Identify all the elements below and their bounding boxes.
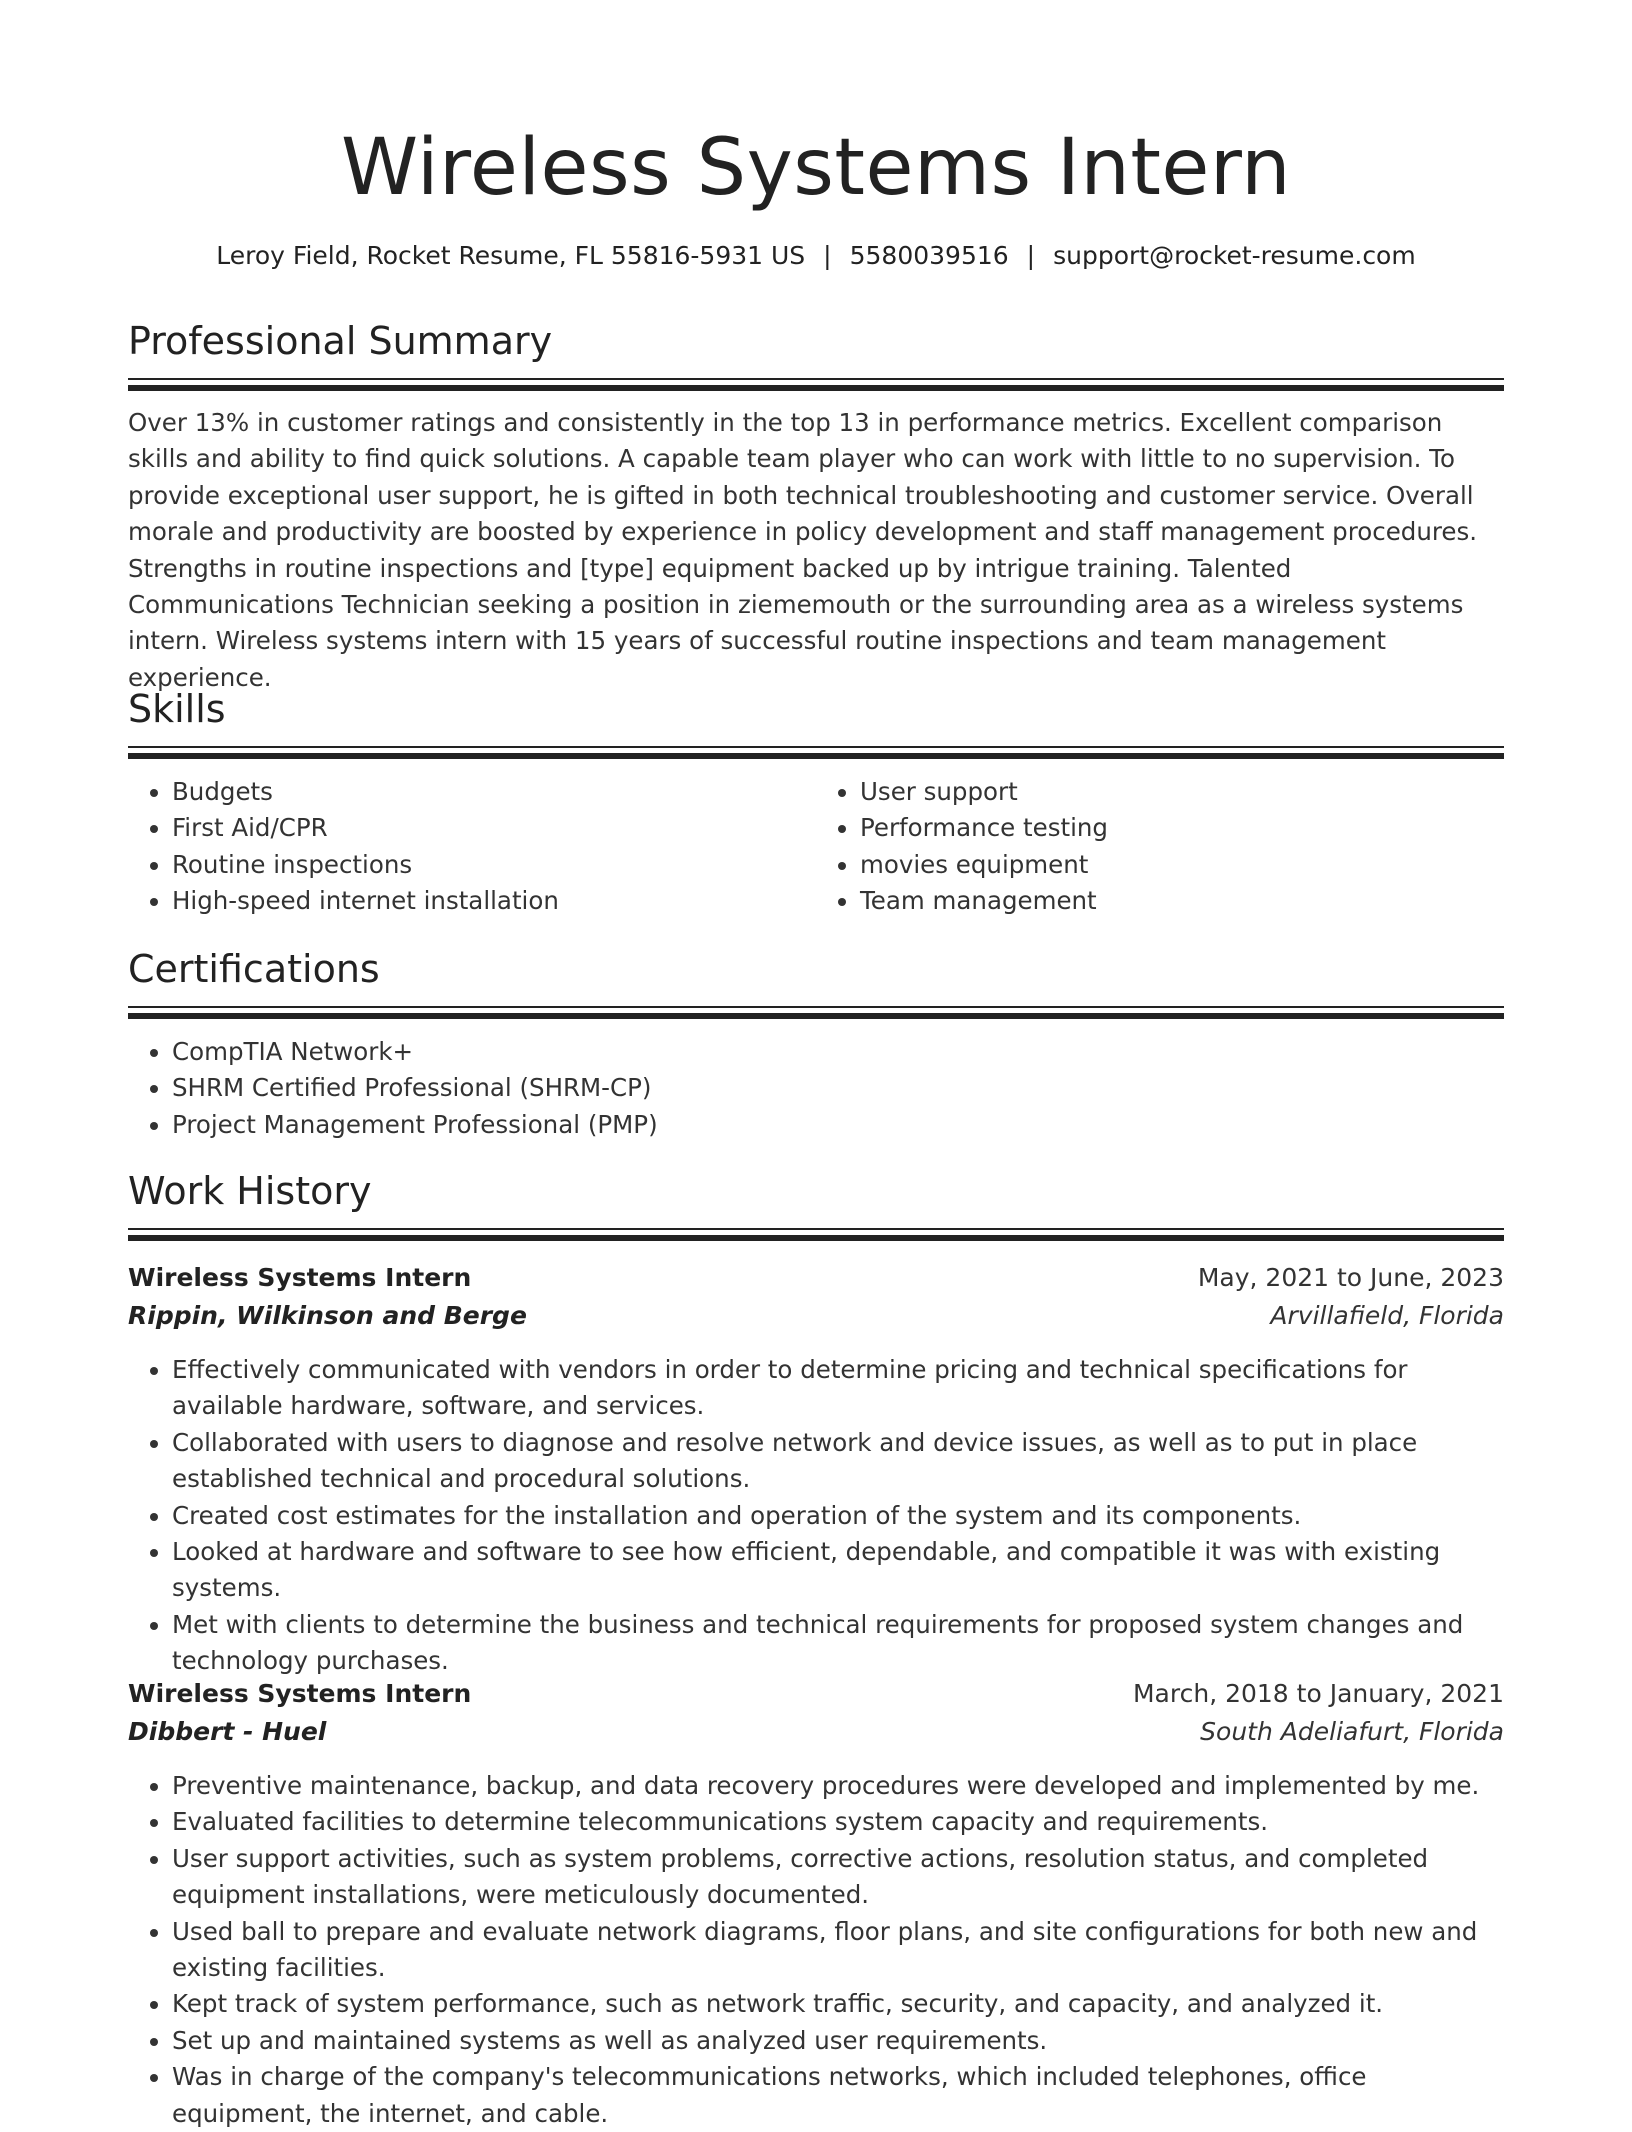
job-bullet: • Evaluated facilities to determine telecommunications system capacity and requirements. [172, 1804, 1504, 1840]
job-bullet: • Set up and maintained systems as well as analyzed user requirements. [172, 2023, 1504, 2059]
section-divider [128, 1006, 1504, 1020]
job-bullet: • Preventive maintenance, backup, and data recovery procedures were developed and implemented by me. [172, 1768, 1504, 1804]
skill-item: • High-speed internet installation [172, 883, 816, 919]
job-responsibilities [128, 1352, 1504, 1680]
skill-item: • movies equipment [860, 847, 1504, 883]
job-subheader [128, 1297, 1504, 1335]
skills-right-column [816, 774, 1504, 920]
job-title: Wireless Systems Intern [128, 1679, 472, 1708]
skills-list [128, 774, 1504, 920]
certification-item: • Project Management Professional (PMP) [172, 1107, 1504, 1143]
certification-item: • CompTIA Network+ [172, 1034, 1504, 1070]
contact-separator: | [1026, 241, 1036, 270]
skill-item: • User support [860, 774, 1504, 810]
job-company: Dibbert - Huel [128, 1717, 327, 1746]
resume-title: Wireless Systems Intern [340, 123, 1292, 213]
section-divider [128, 378, 1504, 392]
job-bullet: • Looked at hardware and software to see how efficient, dependable, and compatible it was with existing systems. [172, 1534, 1504, 1607]
job-bullet: • Used ball to prepare and evaluate network diagrams, floor plans, and site configurations for both new and existing facilities. [172, 1914, 1504, 1987]
skill-item: • Routine inspections [172, 847, 816, 883]
job-header [128, 1259, 1504, 1297]
job-company: Rippin, Wilkinson and Berge [128, 1301, 527, 1330]
job-responsibilities [128, 1768, 1504, 2132]
skill-item: • Budgets [172, 774, 816, 810]
skills-left-column [128, 774, 816, 920]
job-subheader [128, 1713, 1504, 1751]
contact-email: support@rocket-resume.com [1053, 241, 1416, 270]
work-history-heading: Work History [128, 1169, 372, 1213]
job-location: South Adeliafurt, Florida [1200, 1717, 1504, 1746]
job-bullet: • Was in charge of the company's telecommunications networks, which included telephones, office equipment, the internet, and cable. [172, 2059, 1504, 2132]
job-title: Wireless Systems Intern [128, 1263, 472, 1292]
summary-heading: Professional Summary [128, 319, 553, 363]
skill-item: • Performance testing [860, 810, 1504, 846]
job-bullet: • Met with clients to determine the business and technical requirements for proposed system changes and technology purchases. [172, 1607, 1504, 1680]
contact-phone: 5580039516 [849, 241, 1009, 270]
job-location: Arvillafield, Florida [1270, 1301, 1504, 1330]
job-bullet: • Effectively communicated with vendors in order to determine pricing and technical specifications for available hardware, software, and services. [172, 1352, 1504, 1425]
contact-address: Leroy Field, Rocket Resume, FL 55816-5931 US [216, 241, 806, 270]
skills-heading: Skills [128, 687, 226, 731]
contact-separator: | [823, 241, 832, 270]
job-bullet: • Collaborated with users to diagnose and resolve network and device issues, as well as to put in place established technical and procedural solutions. [172, 1425, 1504, 1498]
certification-item: • SHRM Certified Professional (SHRM-CP) [172, 1070, 1504, 1106]
skill-item: • First Aid/CPR [172, 810, 816, 846]
certifications-list [128, 1034, 1504, 1143]
job-dates: May, 2021 to June, 2023 [1197, 1263, 1504, 1292]
job-bullet: • Created cost estimates for the installation and operation of the system and its components. [172, 1498, 1504, 1534]
job-header [128, 1675, 1504, 1713]
job-bullet: • Kept track of system performance, such as network traffic, security, and capacity, and analyzed it. [172, 1986, 1504, 2022]
job-dates: March, 2018 to January, 2021 [1132, 1679, 1504, 1708]
section-divider [128, 1228, 1504, 1242]
section-divider [128, 746, 1504, 760]
summary-text: Over 13% in customer ratings and consistently in the top 13 in performance metrics. Excellent comparison skills and ability to find quick solutions. A capable team player who can work with little to no supervision. To provide exceptional user support, he is gifted in both technical troubleshooting and customer service. Overall morale and productivity are boosted by experience in policy development and staff management procedures. Strengths in routine inspections and [type] equipment backed up by intrigue training. Talented Communications Technician seeking a position in ziememouth or the surrounding area as a wireless systems intern. Wireless systems intern with 15 years of successful routine inspections and team management experience. [128, 408, 1478, 692]
skill-item: • Team management [860, 883, 1504, 919]
certifications-heading: Certifications [128, 947, 380, 991]
job-bullet: • User support activities, such as system problems, corrective actions, resolution status, and completed equipment installations, were meticulously documented. [172, 1841, 1504, 1914]
contact-line [128, 238, 1504, 274]
